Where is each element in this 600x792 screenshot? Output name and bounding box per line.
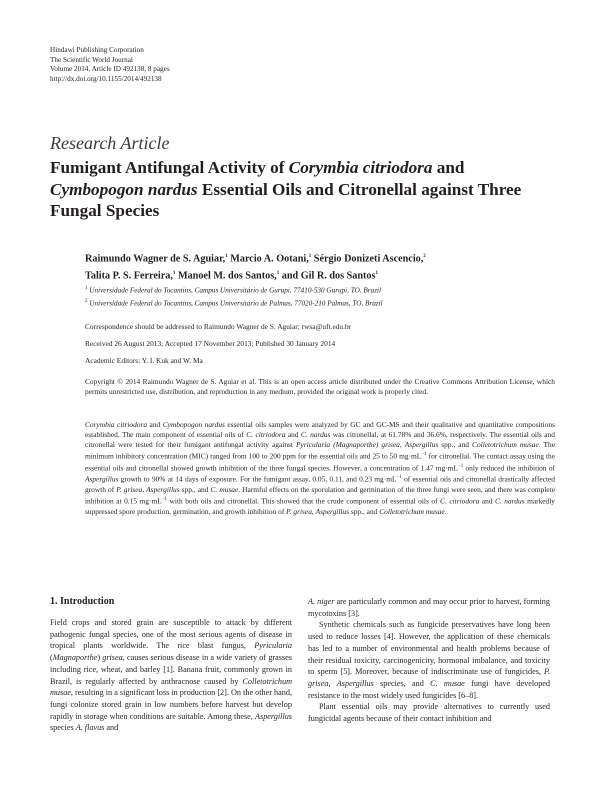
affiliation-mark: 1	[85, 286, 88, 291]
abstract-text: −1	[457, 463, 464, 469]
abstract-text: Aspergillus	[315, 506, 350, 516]
author-affiliation-mark: 1	[308, 254, 312, 259]
abstract-text: growth to 90% at 14 days of exposure. For the fumigant assay, 0.05, 0.11, and 0.23 mg·mL	[118, 474, 397, 484]
abstract-text: for citronellal. The contact assay using the essential oils and citronellal showed growth inhibition of the three fungal species. However, a concentration of 1.47 mg·mL	[85, 451, 555, 473]
paragraph-text: species, and	[373, 678, 431, 688]
column-left	[50, 617, 292, 734]
abstract-text: −1	[161, 497, 168, 503]
abstract-text: of essential oils and citronellal drastically affected growth of	[85, 474, 556, 494]
affiliation-text: Universidade Federal do Tocantins, Campus Universitário de Gurupi, 77410-530 Gurupi, TO, Brazil	[87, 286, 381, 295]
journal-header	[50, 46, 170, 84]
journal-name: The Scientific World Journal	[50, 55, 133, 64]
academic-editors: Academic Editors: Y. I. Kuk and W. Ma	[85, 356, 203, 365]
abstract-text: C. nardus	[495, 496, 525, 506]
paragraph-text: Synthetic chemicals such as fungicide preservatives have long been used to reduce losses [4]. However, the application of these chemicals has led to a number of environmental and health problems because of their residual toxicity, carcinogenicity, hormonal imbalance, and toxicity to sperm [5]. Moreover, because of indiscriminate use of fungicides,	[308, 620, 550, 677]
paragraph-text: Magnaporthe	[52, 653, 98, 663]
title-text: Fumigant Antifungal Activity of	[50, 158, 289, 177]
doi-link[interactable]: http://dx.doi.org/10.1155/2014/492138	[50, 74, 162, 83]
affiliation	[85, 283, 555, 296]
paragraph-text: , resulting in a significant loss in production [2]. On the other hand, fungi colonize stored grain in low numbers before harvest but develop rapidly in storage when conditions are suitable. Among these,	[50, 688, 292, 721]
column-right	[308, 596, 550, 725]
paragraph-text: A. flavus	[75, 723, 105, 733]
abstract-text: was citronellal, at 61.78% and 36.6%, respectively. The essential oils and citronellal were tested for their fumigant antifungal activity against	[85, 430, 555, 450]
abstract-text: . Harmful effects on the sporulation and germination of the three fungi were seen, and there was complete inhibition at 0.15 mg·mL	[85, 484, 556, 506]
paragraph-text: Colletotrichum musae	[50, 676, 292, 698]
author-affiliation-mark: 1	[375, 271, 378, 277]
paragraph-text: fungi have developed resistance to the most widely used fungicides [6–8].	[308, 678, 551, 700]
author: Sérgio Donizeti Ascencio,	[311, 253, 424, 265]
paragraph-text: are particularly common and may occur prior to harvest, forming mycotoxins [3].	[308, 597, 550, 618]
abstract-text: C. citriodora	[246, 430, 286, 440]
author-list	[85, 249, 555, 284]
author: Talita P. S. Ferreira,	[85, 270, 173, 282]
author-affiliation-mark: 1	[225, 254, 228, 259]
abstract-text: with both oils and citronellal. This showed that the crude component of essential oils of	[167, 496, 441, 506]
article-type: Research Article	[50, 133, 170, 153]
abstract-text: spp., and	[438, 440, 473, 450]
paragraph	[50, 617, 292, 734]
paragraph-text: and	[104, 723, 119, 733]
paragraph-text: ,	[328, 678, 337, 688]
author-affiliation-mark: 2	[423, 254, 426, 259]
correspondence: Correspondence should be addressed to Raimundo Wagner de S. Aguiar; rwsa@uft.edu.br	[85, 322, 352, 331]
abstract-text: and	[147, 420, 163, 429]
paragraph-text: Aspergillus	[336, 678, 374, 688]
abstract-text: markedly suppressed spore production, germination, and growth inhibition of	[85, 496, 555, 516]
paragraph-text: A. niger	[308, 597, 335, 606]
paragraph-text: P. grisea	[308, 667, 550, 688]
abstract	[85, 420, 555, 517]
author: and Gil R. dos Santos	[279, 270, 376, 282]
paragraph	[308, 596, 550, 619]
author: Marcio A. Ootani,	[227, 253, 309, 265]
section-heading-introduction: 1. Introduction	[50, 596, 115, 607]
paragraph-text: C. musae	[430, 678, 465, 688]
author-affiliation-mark: 1	[276, 271, 280, 277]
abstract-text: spp., and	[179, 484, 211, 494]
abstract-text: C. nardus	[300, 430, 331, 440]
abstract-text: essential oils samples were analyzed by GC and GC-MS and their qualitative and quantitative compositions established. The main component of essential oils of	[85, 420, 555, 440]
paragraph-text: )	[97, 653, 103, 663]
abstract-text: C. musae	[210, 484, 239, 494]
abstract-text: Cymbopogon nardus	[162, 420, 225, 429]
abstract-text: ,	[142, 484, 147, 494]
title-text: Essential Oils and Citronellal against Three Fungal Species	[50, 179, 522, 220]
affiliation-mark: 2	[85, 299, 88, 305]
copyright-notice: Copyright © 2014 Raimundo Wagner de S. Aguiar et al. This is an open access article distributed under the Creative Commons Attribution License, which permits unrestricted use, distribution, and reproduction in any medium, provided the original work is properly cited.	[85, 377, 555, 396]
abstract-text: and	[479, 496, 496, 506]
publisher-name: Hindawi Publishing Corporation	[50, 46, 144, 54]
publication-dates: Received 26 August 2013; Accepted 17 November 2013; Published 30 January 2014	[85, 339, 336, 348]
abstract-text: Pyricularia (Magnaporthe) grisea	[296, 440, 400, 450]
abstract-text: Colletotrichum musae	[472, 440, 539, 450]
title-species: Corymbia citriodora	[288, 158, 433, 177]
affiliation-text: Universidade Federal do Tocantins, Campus Universitário de Palmas, 77020-210 Palmas, TO, Brazil	[87, 299, 383, 308]
abstract-text: −1	[421, 452, 427, 458]
abstract-text: Aspergillus	[404, 440, 439, 450]
abstract-text: −1	[396, 475, 402, 481]
paragraph	[308, 619, 550, 701]
author-affiliation-mark: 1	[172, 271, 176, 277]
abstract-text: Aspergillus	[85, 474, 119, 484]
abstract-text: P. grisea	[286, 506, 312, 516]
abstract-text: P. grisea	[116, 484, 143, 494]
paragraph: Plant essential oils may provide alternatives to currently used fungicidal agents because of their contact inhibition and	[308, 702, 550, 724]
paragraph-text: species	[50, 723, 76, 733]
abstract-text: spp., and	[349, 506, 380, 516]
title-text: and	[432, 158, 465, 177]
title-species: Cymbopogon nardus	[50, 179, 198, 199]
abstract-text: ,	[399, 440, 405, 450]
paragraph-text: (	[50, 653, 53, 663]
abstract-text: .	[444, 506, 447, 516]
abstract-text: ,	[311, 506, 316, 516]
affiliation	[85, 296, 555, 309]
volume-info: Volume 2014, Article ID 492138, 8 pages	[50, 65, 170, 74]
paragraph-text: , causes serious disease in a wide variety of grasses including rice, wheat, and barley [1]. Banana fruit, commonly grown in Brazil, is regularly affected by anthracnose caused by	[50, 653, 292, 686]
paragraph-text: Pyricularia	[254, 641, 292, 651]
paragraph-text: Field crops and stored grain are susceptible to attack by different pathogenic fungal species, one of the most serious agents of disease in tropical plants worldwide. The rice blast fungus,	[50, 618, 292, 651]
author: Raimundo Wagner de S. Aguiar,	[85, 253, 226, 265]
paper-title	[50, 157, 550, 222]
abstract-text: Aspergillus	[146, 484, 180, 494]
abstract-text: C. citriodora	[440, 496, 480, 506]
paragraph-text: Aspergillus	[255, 711, 292, 721]
abstract-text: and	[285, 430, 301, 440]
abstract-text: Colletotrichum musae	[379, 506, 445, 516]
author: Manoel M. dos Santos,	[175, 270, 277, 282]
abstract-text: Corymbia citriodora	[85, 420, 148, 429]
affiliations	[85, 283, 555, 310]
abstract-text: only reduced the inhibition of	[463, 463, 555, 473]
abstract-text: . The minimum inhibitory concentration (MIC) ranged from 100 to 200 ppm for the essential oils and 25 to 50 mg·mL	[85, 440, 556, 461]
paragraph-text: grisea	[102, 653, 123, 663]
